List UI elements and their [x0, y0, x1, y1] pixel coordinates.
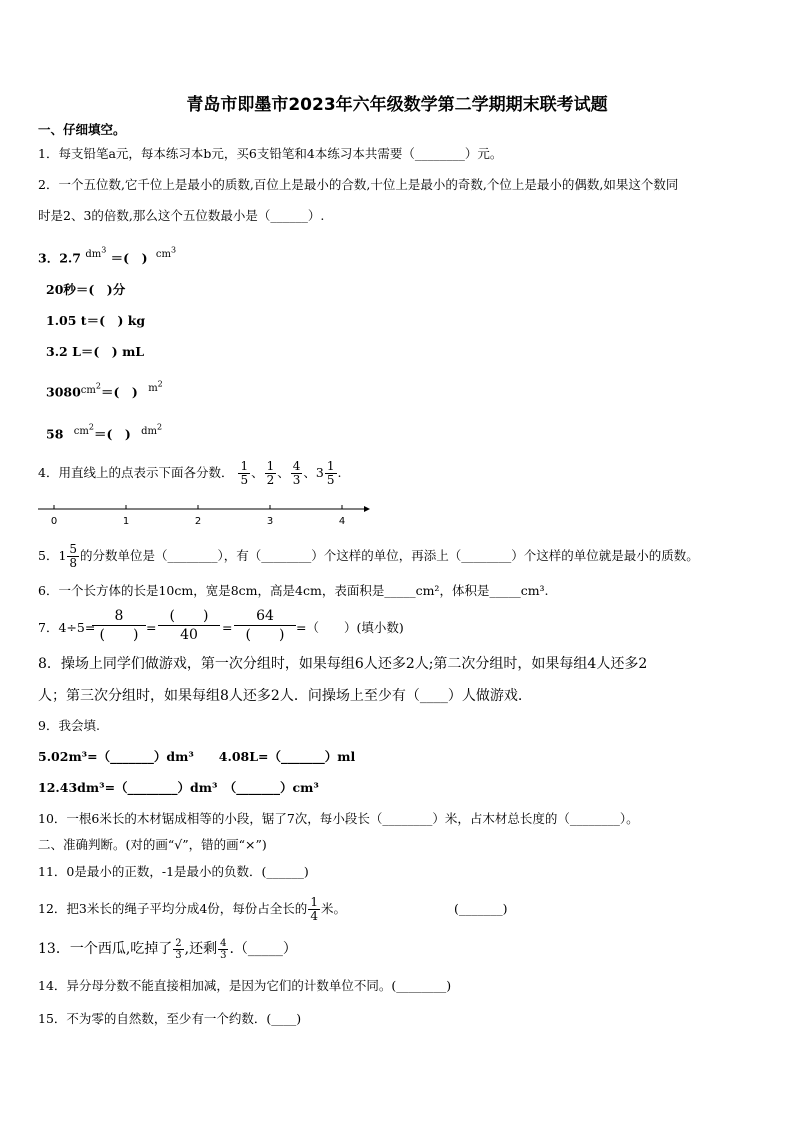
section-heading-1: 一、仔细填空。	[38, 122, 126, 137]
question-3-line-1	[38, 248, 176, 268]
question-3-line-3: 1.05 t＝( ) kg	[46, 313, 146, 328]
q4-fraction-3: $\frac{4}{3}$	[292, 459, 301, 487]
question-2-line-2: 时是2、3的倍数,那么这个五位数最小是（______）.	[38, 208, 325, 223]
question-9-line-1: 5.02m³=（_______）dm³ 4.08L=（_______）ml	[38, 749, 356, 764]
section-heading-2: 二、准确判断。(对的画“√”，错的画“×”)	[38, 837, 267, 852]
number-line-tick-label: 2	[194, 516, 202, 527]
number-line	[36, 500, 376, 530]
number-line-tick-label: 4	[338, 516, 346, 527]
q3-answer-blank: ＝( )	[110, 250, 148, 266]
q3-prefix: 3．2.7	[38, 250, 81, 266]
question-13: 13．一个西瓜,吃掉了 $\frac{2}{3}$ ,还剩 $\frac{4}{3}$ .（_____）	[38, 937, 297, 961]
question-3-line-4: 3.2 L＝( ) mL	[46, 344, 145, 359]
question-6: 6．一个长方体的长是10cm，宽是8cm，高是4cm，表面积是_____cm²，体积是_____cm³.	[38, 583, 549, 598]
question-14: 14．异分母分数不能直接相加减，是因为它们的计数单位不同。(________)	[38, 978, 452, 993]
q3-unit-1: dm3	[85, 246, 107, 261]
question-3-line-6: 58 $^{cm^2}$＝( ) $^{dm^2}$	[46, 423, 163, 442]
question-9: 9．我会填.	[38, 718, 100, 733]
question-9-line-2: 12.43dm³=（________）dm³ （_______）cm³	[38, 780, 319, 795]
question-10: 10．一根6米长的木材锯成相等的小段，锯了7次，每小段长（________）米，占木材总长度的（________）。	[38, 811, 639, 826]
q5-fraction: $\frac{5}{8}$	[69, 542, 78, 570]
q4-fraction-1: $\frac{1}{5}$	[240, 459, 249, 487]
q7-fraction-3: 64 ( )	[234, 607, 296, 644]
number-line-tick-label: 1	[122, 516, 130, 527]
q7-fraction-2: ( ) 40	[158, 607, 220, 644]
question-5: 5．1 $\frac{5}{8}$ 的分数单位是（________），有（________）个这样的单位，再添上（________）个这样的单位就是最小的质数。	[38, 542, 699, 570]
q7-suffix: =（ ）(填小数)	[296, 620, 404, 635]
q4-fraction-4: $\frac{1}{5}$	[326, 459, 335, 487]
question-11: 11．0是最小的正数，-1是最小的负数．(______)	[38, 864, 309, 879]
number-line-tick-label: 0	[50, 516, 58, 527]
question-12: 12．把3米长的绳子平均分成4份，每份占全长的 $\frac{1}{4}$ 米。	[38, 895, 346, 923]
question-15: 15．不为零的自然数，至少有一个约数．(____)	[38, 1011, 302, 1026]
question-1: 1．每支铅笔a元，每本练习本b元，买6支铅笔和4本练习本共需要（________）元。	[38, 146, 503, 161]
question-3-line-2: 20秒＝( )分	[46, 282, 126, 297]
question-2-line-1: 2．一个五位数,它千位上是最小的质数,百位上是最小的合数,十位上是最小的奇数,个位上是最小的偶数,如果这个数同	[38, 177, 679, 192]
q4-fraction-2: $\frac{1}{2}$	[266, 459, 275, 487]
page-title: 青岛市即墨市2023年六年级数学第二学期期末联考试题	[186, 95, 608, 115]
question-4: 4．用直线上的点表示下面各分数． $\frac{1}{5}$ 、 $\frac{1}{2}$ 、 $\frac{4}{3}$ 、3 $\frac{1}{5}$ .	[38, 459, 342, 487]
q3-unit-2: cm3	[155, 246, 177, 261]
question-3-line-5: $3080^{cm^2}=$( ) $^{m^2}$	[46, 380, 163, 400]
question-8-line-2: 人；第三次分组时，如果每组8人还多2人．问操场上至少有（____）人做游戏.	[38, 688, 523, 704]
q12-fraction: $\frac{1}{4}$	[310, 895, 318, 923]
q12-answer-blank: (_______)	[454, 901, 508, 916]
q13-fraction-1: $\frac{2}{3}$	[175, 937, 182, 961]
number-line-tick-label: 3	[266, 516, 274, 527]
q7-equals-2: =	[222, 620, 233, 635]
q7-fraction-1: 8 ( )	[92, 607, 146, 644]
question-8-line-1: 8．操场上同学们做游戏，第一次分组时，如果每组6人还多2人;第二次分组时，如果每组4人还多2	[38, 656, 648, 672]
q13-fraction-2: $\frac{4}{3}$	[220, 937, 227, 961]
question-7-prefix: 7．4÷5=	[38, 620, 96, 635]
q7-equals-1: =	[146, 620, 157, 635]
